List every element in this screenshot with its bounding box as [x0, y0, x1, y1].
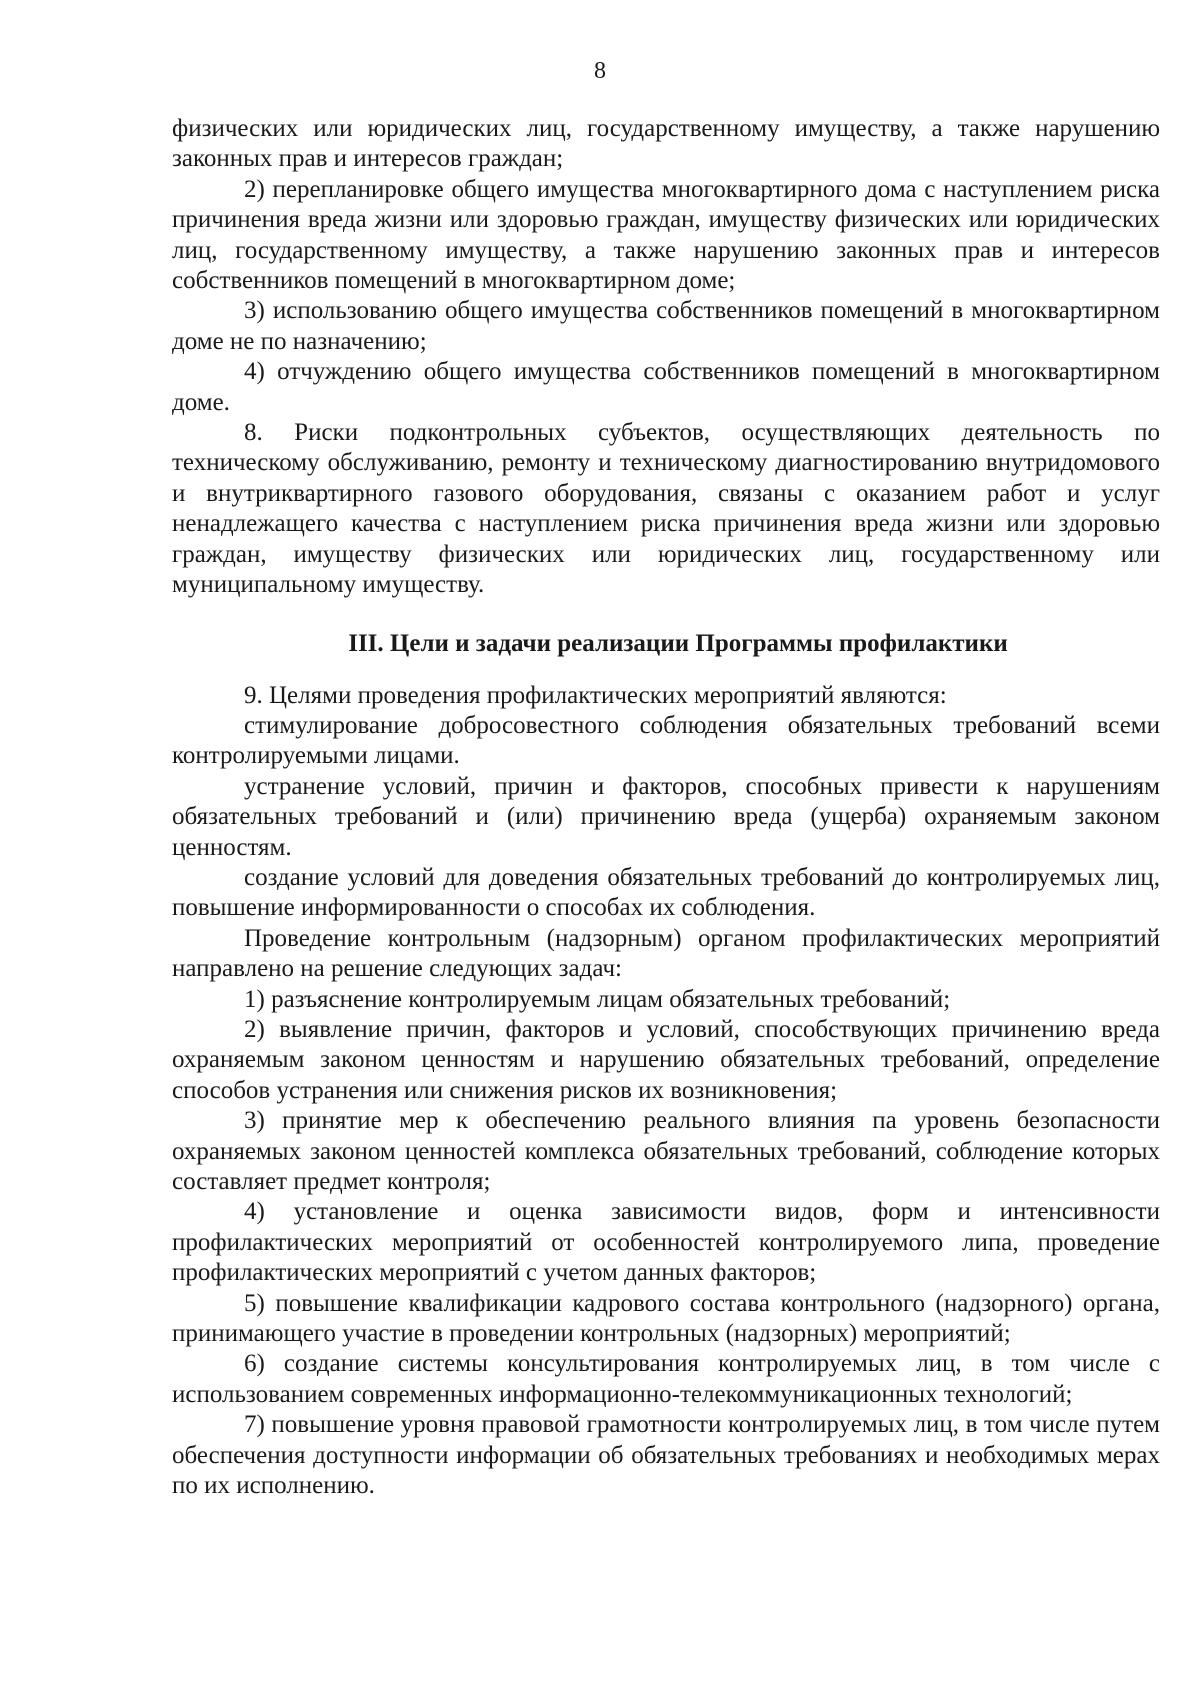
paragraph: 2) перепланировке общего имущества многоквартирного дома с наступлением риска причинения вреда жизни или здоровью граждан, имуществу физических или юридических лиц, государственному имуществу, а также нарушению законных прав и интересов собственников помещений в многоквартирном доме; [172, 175, 1160, 295]
section-heading: III. Цели и задачи реализации Программы профилактики [348, 629, 1008, 657]
intro-text-block [172, 114, 1160, 601]
paragraph: 2) выявление причин, факторов и условий, способствующих причинению вреда охраняемым законом ценностям и нарушению обязательных требований, определение способов устранения или снижения рисков их возникновения; [172, 1015, 1160, 1104]
paragraph: устранение условий, причин и факторов, способных привести к нарушениям обязательных требований и (или) причинению вреда (ущерба) охраняемым законом ценностям. [172, 772, 1160, 861]
paragraph: Проведение контрольным (надзорным) органом профилактических мероприятий направлено на решение следующих задач: [172, 924, 1160, 983]
paragraph: 3) использованию общего имущества собственников помещений в многоквартирном доме не по назначению; [172, 297, 1160, 355]
paragraph: 9. Целями проведения профилактических мероприятий являются: [244, 681, 947, 709]
document-body [172, 114, 1160, 1501]
paragraph: 6) создание системы консультирования контролируемых лиц, в том числе с использованием современных информационно-телекоммуникационных технологий; [172, 1350, 1160, 1408]
paragraph: 5) повышение квалификации кадрового состава контрольного (надзорного) органа, принимающего участие в проведении контрольных (надзорных) мероприятий; [172, 1289, 1160, 1348]
paragraph: 8. Риски подконтрольных субъектов, осуществляющих деятельность по техническому обслуживанию, ремонту и техническому диагностированию внутридомового и внутриквартирного газового оборудования, связаны с оказанием работ и услуг ненадлежащего качества с наступлением риска причинения вреда жизни или здоровью граждан, имуществу физических или юридических лиц, государственному или муниципальному имуществу. [172, 419, 1160, 599]
paragraph: 7) повышение уровня правовой грамотности контролируемых лиц, в том числе путем обеспечения доступности информации об обязательных требованиях и необходимых мерах по их исполнению. [172, 1411, 1160, 1500]
page-number: 8 [594, 58, 606, 84]
paragraph: физических или юридических лиц, государственному имуществу, а также нарушению законных прав и интересов граждан; [172, 115, 1160, 173]
section-text-block [172, 681, 1160, 1502]
paragraph: 1) разъяснение контролируемым лицам обязательных требований; [244, 985, 951, 1013]
paragraph: 4) отчуждению общего имущества собственников помещений в многоквартирном доме. [172, 358, 1160, 416]
paragraph: 3) принятие мер к обеспечению реального влияния па уровень безопасности охраняемых законом ценностей комплекса обязательных требований, соблюдение которых составляет предмет контроля; [172, 1107, 1160, 1195]
paragraph: стимулирование добросовестного соблюдения обязательных требований всеми контролируемыми лицами. [172, 711, 1160, 770]
paragraph: 4) установление и оценка зависимости видов, форм и интенсивности профилактических мероприятий от особенностей контролируемого липа, проведение профилактических мероприятий с учетом данных факторов; [172, 1198, 1160, 1287]
paragraph: создание условий для доведения обязательных требований до контролируемых лиц, повышение информированности о способах их соблюдения. [172, 863, 1160, 922]
